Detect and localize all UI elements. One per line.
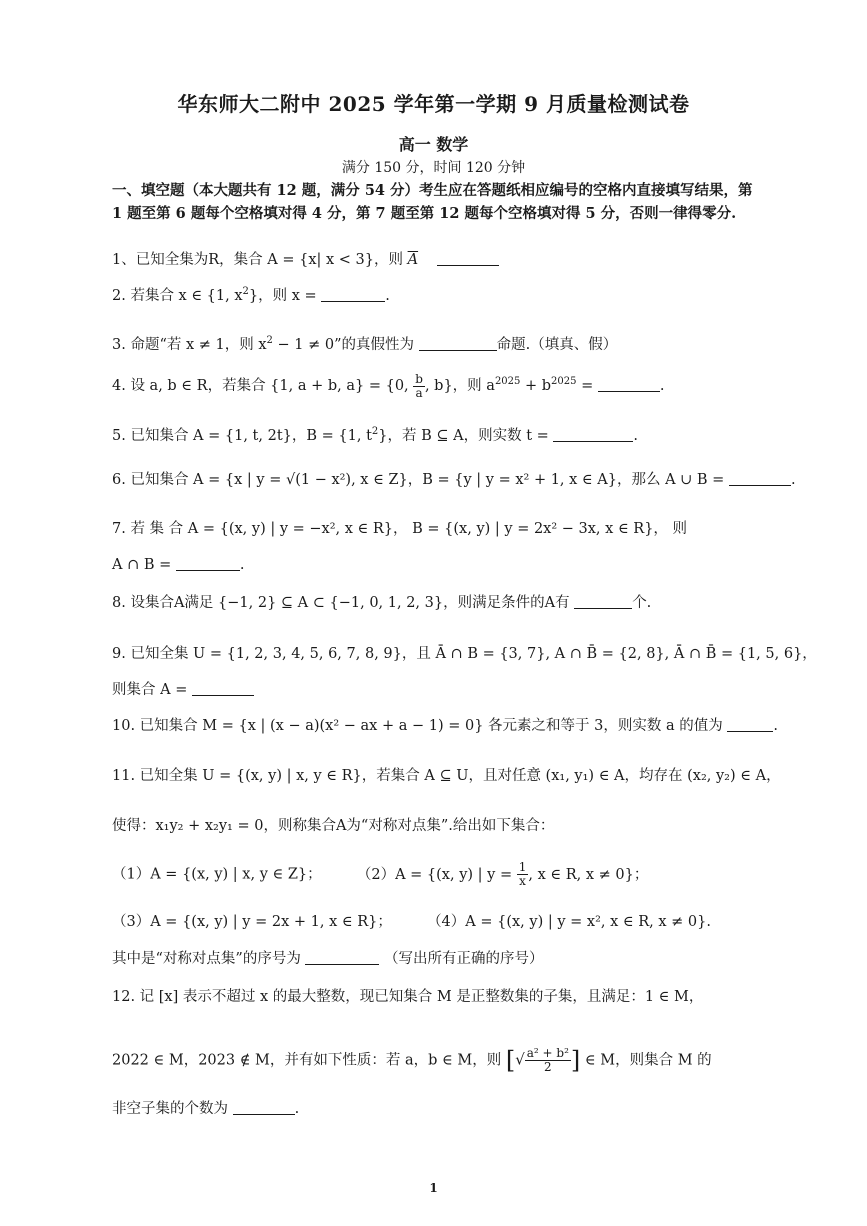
question-11-options-1-2 [112, 861, 762, 888]
option-1: （1）A = {(x, y) | x, y ∈ Z}； [112, 866, 322, 883]
answer-blank[interactable] [598, 377, 660, 392]
fraction: $\frac{b}{a}$ [415, 371, 423, 400]
question-9-line-2: 则集合 A = [112, 680, 762, 700]
question-2: 2. 若集合 x ∈ {1, $x^2$}，则 x = . [112, 286, 390, 304]
question-7-line-2: A ∩ B = . [112, 557, 245, 573]
answer-blank[interactable] [305, 950, 379, 965]
exam-title: 华东师大二附中 2025 学年第一学期 9 月质量检测试卷 [177, 92, 690, 116]
answer-blank[interactable] [574, 594, 632, 609]
exam-subtitle: 高一 数学 [398, 135, 469, 154]
question-11-line-2: 使得：x₁y₂ + x₂y₁ = 0，则称集合A为“对称对点集”.给出如下集合： [112, 818, 555, 834]
question-11-answer-line: 其中是“对称对点集”的序号为 （写出所有正确的序号） [112, 951, 544, 967]
question-5: 5. 已知集合 A = {1, t, 2t}，B = {1, $t^2$}，若 B ⊆ A，则实数 t = . [112, 426, 639, 444]
exam-meta: 满分 150 分，时间 120 分钟 [341, 160, 526, 176]
page-number: 1 [429, 1181, 438, 1195]
question-4: 4. 设 a, b ∈ R，若集合 {1, a + b, a} = {0, $\frac{b}{a}$ , b}，则 $a^{2025} + b^{2025}$ = . [112, 371, 665, 400]
question-12-line-2: 2022 ∈ M，2023 ∉ M，并有如下性质：若 a，b ∈ M，则 [√ $\frac{\text{a² + b²}}{2}$ ] ∈ M，则集合 M 的 [112, 1046, 712, 1075]
answer-blank[interactable] [176, 556, 240, 571]
question-7: 7. 若 集 合 A = {(x, y) | y = −x², x ∈ R}， B = {(x, y) | y = 2x² − 3x, x ∈ R}， 则 [112, 521, 688, 537]
answer-blank[interactable] [437, 251, 499, 266]
option-3: （3）A = {(x, y) | y = 2x + 1, x ∈ R}； [112, 914, 392, 930]
fraction: $\frac{\text{a² + b²}}{2}$ [526, 1046, 569, 1074]
answer-blank[interactable] [321, 287, 385, 302]
question-3: 3. 命题“若 x ≠ 1，则 $x^2 - 1 \ne 0$”的真假性为 命题.（填真、假） [112, 335, 618, 353]
question-9: 9. 已知全集 U = {1, 2, 3, 4, 5, 6, 7, 8, 9}，且 Ā ∩ B = {3, 7}, A ∩ B̄ = {2, 8}, Ā ∩ B̄ = {1, 5, 6}， [112, 646, 817, 662]
option-4: （4）A = {(x, y) | y = x², x ∈ R, x ≠ 0}. [427, 914, 711, 930]
question-11-options-3-4 [112, 912, 762, 932]
question-11: 11. 已知全集 U = {(x, y) | x, y ∈ R}，若集合 A ⊆ U，且对任意 (x₁, y₁) ∈ A，均存在 (x₂, y₂) ∈ A， [112, 768, 781, 784]
question-1: 1、已知全集为R，集合 A = {x| x < 3}，则 $\overline{A}$ [112, 250, 762, 270]
option-2: （2）A = {(x, y) | y = $\frac{1}{x}$ , x ∈ R, x ≠ 0}； [356, 860, 649, 888]
answer-blank[interactable] [192, 681, 254, 696]
answer-blank[interactable] [233, 1100, 295, 1115]
answer-blank[interactable] [729, 471, 791, 486]
question-8: 8. 设集合A满足 {−1, 2} ⊆ A ⊂ {−1, 0, 1, 2, 3}，则满足条件的A有 个. [112, 595, 652, 611]
question-10: 10. 已知集合 M = {x | (x − a)(x² − ax + a − 1) = 0} 各元素之和等于 3，则实数 a 的值为 . [112, 718, 778, 734]
question-6: 6. 已知集合 A = {x | y = √(1 − x²), x ∈ Z}，B = {y | y = x² + 1, x ∈ A}，那么 A ∪ B = . [112, 472, 796, 488]
section-instructions: 一、填空题（本大题共有 12 题，满分 54 分）考生应在答题纸相应编号的空格内直接填写结果，第 1 题至第 6 题每个空格填对得 4 分，第 7 题至第 12 题每个空格填对得 5 分，否则一律得零分. [112, 182, 753, 222]
answer-blank[interactable] [553, 427, 633, 442]
question-12: 12. 记 [x] 表示不超过 x 的最大整数，现已知集合 M 是正整数集的子集，且满足：1 ∈ M， [112, 989, 704, 1005]
fraction: $\frac{1}{x}$ [518, 860, 527, 888]
answer-blank[interactable] [419, 336, 497, 351]
question-12-line-3: 非空子集的个数为 . [112, 1101, 300, 1117]
answer-blank[interactable] [727, 717, 773, 732]
